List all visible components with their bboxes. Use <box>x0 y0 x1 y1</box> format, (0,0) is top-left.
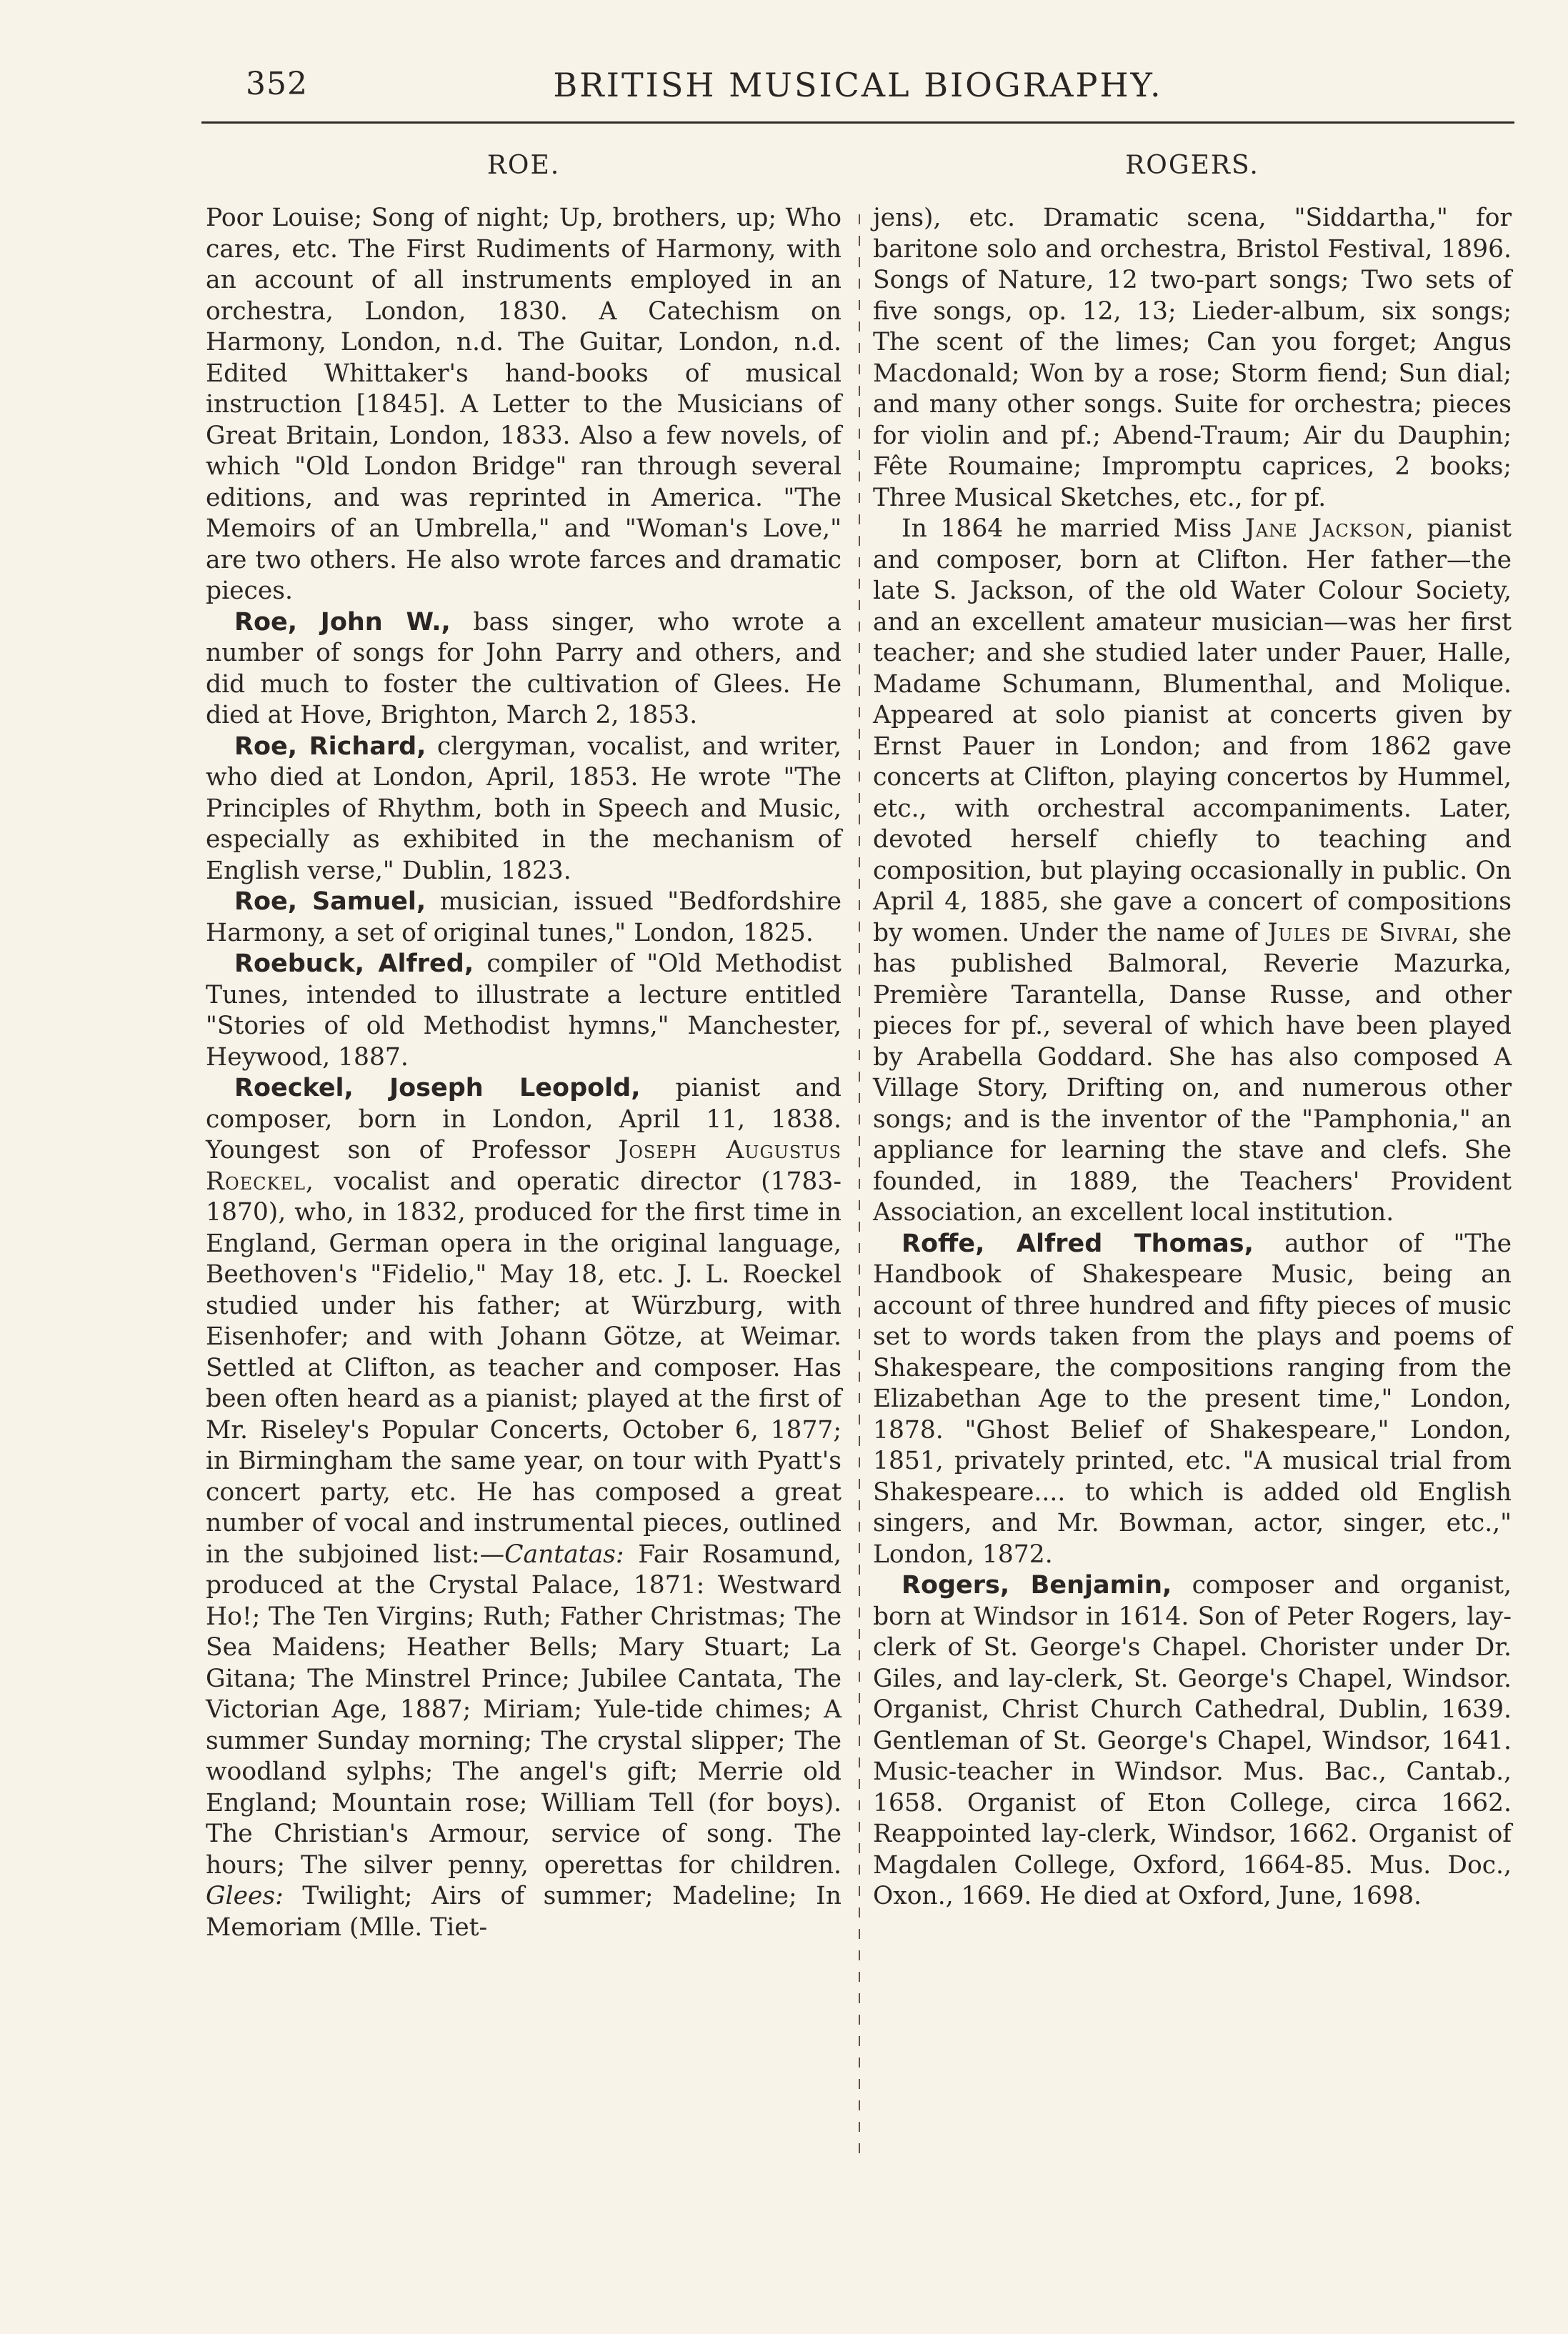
entry-paragraph <box>873 514 1512 1229</box>
entry-text: , pianist and composer, born at Clifton. Her father—the late S. Jackson, of the old Water Colour Society, and an excellent amateur musician—was her first teacher; and she studied later under Pauer, Halle, Madame Schumann, Blumenthal, and Molique. Appeared at solo pianist at concerts given by Ernst Pauer in London; and from 1862 gave concerts at Clifton, playing concertos by Hummel, etc., with orchestral accompaniments. Later, devoted herself chiefly to teaching and composition, but playing occasionally in public. On April 4, 1885, she gave a concert of compositions by women. Under the name of <box>873 514 1512 947</box>
entry-text: compiler of "Old Methodist Tunes, intended to illustrate a lecture entitled "Stories of old Methodist hymns," Manchester, Heywood, 1887. <box>206 949 842 1072</box>
entry-rogers-benjamin <box>873 1570 1512 1912</box>
entry-text: , vocalist and operatic director (1783-1870), who, in 1832, produced for the first time in England, German opera in the original language, Beethoven's "Fidelio," May 18, etc. J. L. Roeckel studied under his father; at Würzburg, with Eisenhofer; and with Johann Götze, at Weimar. Settled at Clifton, as teacher and composer. Has been often heard as a pianist; played at the first of Mr. Riseley's Popular Concerts, October 6, 1877; in Birmingham the same year, on tour with Pyatt's concert party, etc. He has composed a great number of vocal and instrumental pieces, outlined in the subjoined list:— <box>206 1167 842 1569</box>
right-column <box>873 150 1512 1912</box>
entry-text: clergyman, vocalist, and writer, who died at London, April, 1853. He wrote "The Principles of Rhythm, both in Speech and Music, especially as exhibited in the mechanism of English verse," Dublin, 1823. <box>206 732 842 885</box>
entry-text: , she has published Balmoral, Reverie Mazurka, Première Tarantella, Danse Russe, and other pieces for pf., several of which have been played by Arabella Goddard. She has also composed A Village Story, Drifting on, and numerous other songs; and is the inventor of the "Pamphonia," an appliance for learning the stave and clefs. She founded, in 1889, the Teachers' Provident Association, an excellent local institution. <box>873 918 1512 1227</box>
entry-roe-samuel <box>206 887 842 949</box>
small-caps-name: Jules de Sivrai <box>1267 918 1452 947</box>
italic-label: Cantatas: <box>504 1540 624 1569</box>
entry-text: Twilight; Airs of summer; Madeline; In Memoriam (Mlle. Tiet- <box>206 1882 842 1942</box>
entry-headword: Roe, Richard, <box>234 732 426 761</box>
entry-roeckel-joseph <box>206 1073 842 1943</box>
entry-headword: Roeckel, Joseph Leopold, <box>234 1074 641 1102</box>
left-column <box>206 150 842 1943</box>
entry-text: author of "The Handbook of Shakespeare Music, being an account of three hundred and fifty pieces of music set to words taken from the plays and poems of Shakespeare, the compositions ranging from the Elizabethan Age to the present time," London, 1878. "Ghost Belief of Shakespeare," London, 1851, privately printed, etc. "A musical trial from Shakespeare.... to which is added old English singers, and Mr. Bowman, actor, singer, etc.," London, 1872. <box>873 1229 1512 1569</box>
small-caps-name: Jane Jackson <box>1244 514 1406 543</box>
entry-text: pianist and composer, born in London, April 11, 1838. Youngest son of Professor <box>206 1074 842 1164</box>
entry-headword: Roffe, Alfred Thomas, <box>902 1229 1254 1258</box>
column-divider <box>859 214 860 2158</box>
entry-text: composer and organist, born at Windsor in 1614. Son of Peter Rogers, lay-clerk of St. George's Chapel. Chorister under Dr. Giles, and lay-clerk, St. George's Chapel, Windsor. Organist, Christ Church Cathedral, Dublin, 1639. Gentleman of St. George's Chapel, Windsor, 1641. Music-teacher in Windsor. Mus. Bac., Cantab., 1658. Organist of Eton College, circa 1662. Reappointed lay-clerk, Windsor, 1662. Organist of Magdalen College, Oxford, 1664-85. Mus. Doc., Oxon., 1669. He died at Oxford, June, 1698. <box>873 1571 1512 1910</box>
continued-entry-text: jens), etc. Dramatic scena, "Siddartha," for baritone solo and orchestra, Bristol Festival, 1896. Songs of Nature, 12 two-part songs; Two sets of five songs, op. 12, 13; Lieder-album, six songs; The scent of the limes; Can you forget; Angus Macdonald; Won by a rose; Storm fiend; Sun dial; and many other songs. Suite for orchestra; pieces for violin and pf.; Abend-Traum; Air du Dauphin; Fête Roumaine; Impromptu caprices, 2 books; Three Musical Sketches, etc., for pf. <box>873 204 1512 512</box>
page-number: 352 <box>246 66 308 102</box>
entry-roe-richard <box>206 732 842 887</box>
continued-entry-text: Poor Louise; Song of night; Up, brothers, up; Who cares, etc. The First Rudiments of Harmony, with an account of all instruments employed in an orchestra, London, 1830. A Catechism on Harmony, London, n.d. The Guitar, London, n.d. Edited Whittaker's hand-books of musical instruction [1845]. A Letter to the Musicians of Great Britain, London, 1833. Also a few novels, of which "Old London Bridge" ran through several editions, and was reprinted in America. "The Memoirs of an Umbrella," and "Woman's Love," are two others. He also wrote farces and dramatic pieces. <box>206 204 842 605</box>
entry-text: bass singer, who wrote a number of songs for John Parry and others, and did much to foster the cultivation of Glees. He died at Hove, Brighton, March 2, 1853. <box>206 607 842 729</box>
entry-headword: Rogers, Benjamin, <box>902 1571 1172 1600</box>
page-header <box>201 63 1514 113</box>
entry-text: musician, issued "Bedfordshire Harmony, a set of original tunes," London, 1825. <box>206 887 842 947</box>
entry-headword: Roe, John W., <box>234 607 451 637</box>
right-column-heading: ROGERS. <box>1125 151 1259 180</box>
running-title: BRITISH MUSICAL BIOGRAPHY. <box>553 66 1163 104</box>
entry-roebuck-alfred <box>206 949 842 1073</box>
entry-headword: Roebuck, Alfred, <box>234 949 474 978</box>
left-column-heading: ROE. <box>486 151 561 180</box>
italic-label: Glees: <box>206 1882 284 1910</box>
small-caps-name: Joseph Augustus Roeckel <box>206 1136 842 1196</box>
entry-headword: Roe, Samuel, <box>234 887 426 916</box>
entry-text: In 1864 he married Miss <box>902 514 1245 543</box>
entry-roe-john <box>206 607 842 732</box>
entry-roffe-alfred <box>873 1229 1512 1571</box>
header-rule <box>201 121 1514 124</box>
entry-text: Fair Rosamund, produced at the Crystal Palace, 1871: Westward Ho!; The Ten Virgins; Ruth; Father Christmas; The Sea Maidens; Heather Bells; Mary Stuart; La Gitana; The Minstrel Prince; Jubilee Cantata, The Victorian Age, 1887; Miriam; Yule-tide chimes; A summer Sunday morning; The crystal slipper; The woodland sylphs; The angel's gift; Merrie old England; Mountain rose; William Tell (for boys). The Christian's Armour, service of song. The hours; The silver penny, operettas for children. <box>206 1540 842 1880</box>
